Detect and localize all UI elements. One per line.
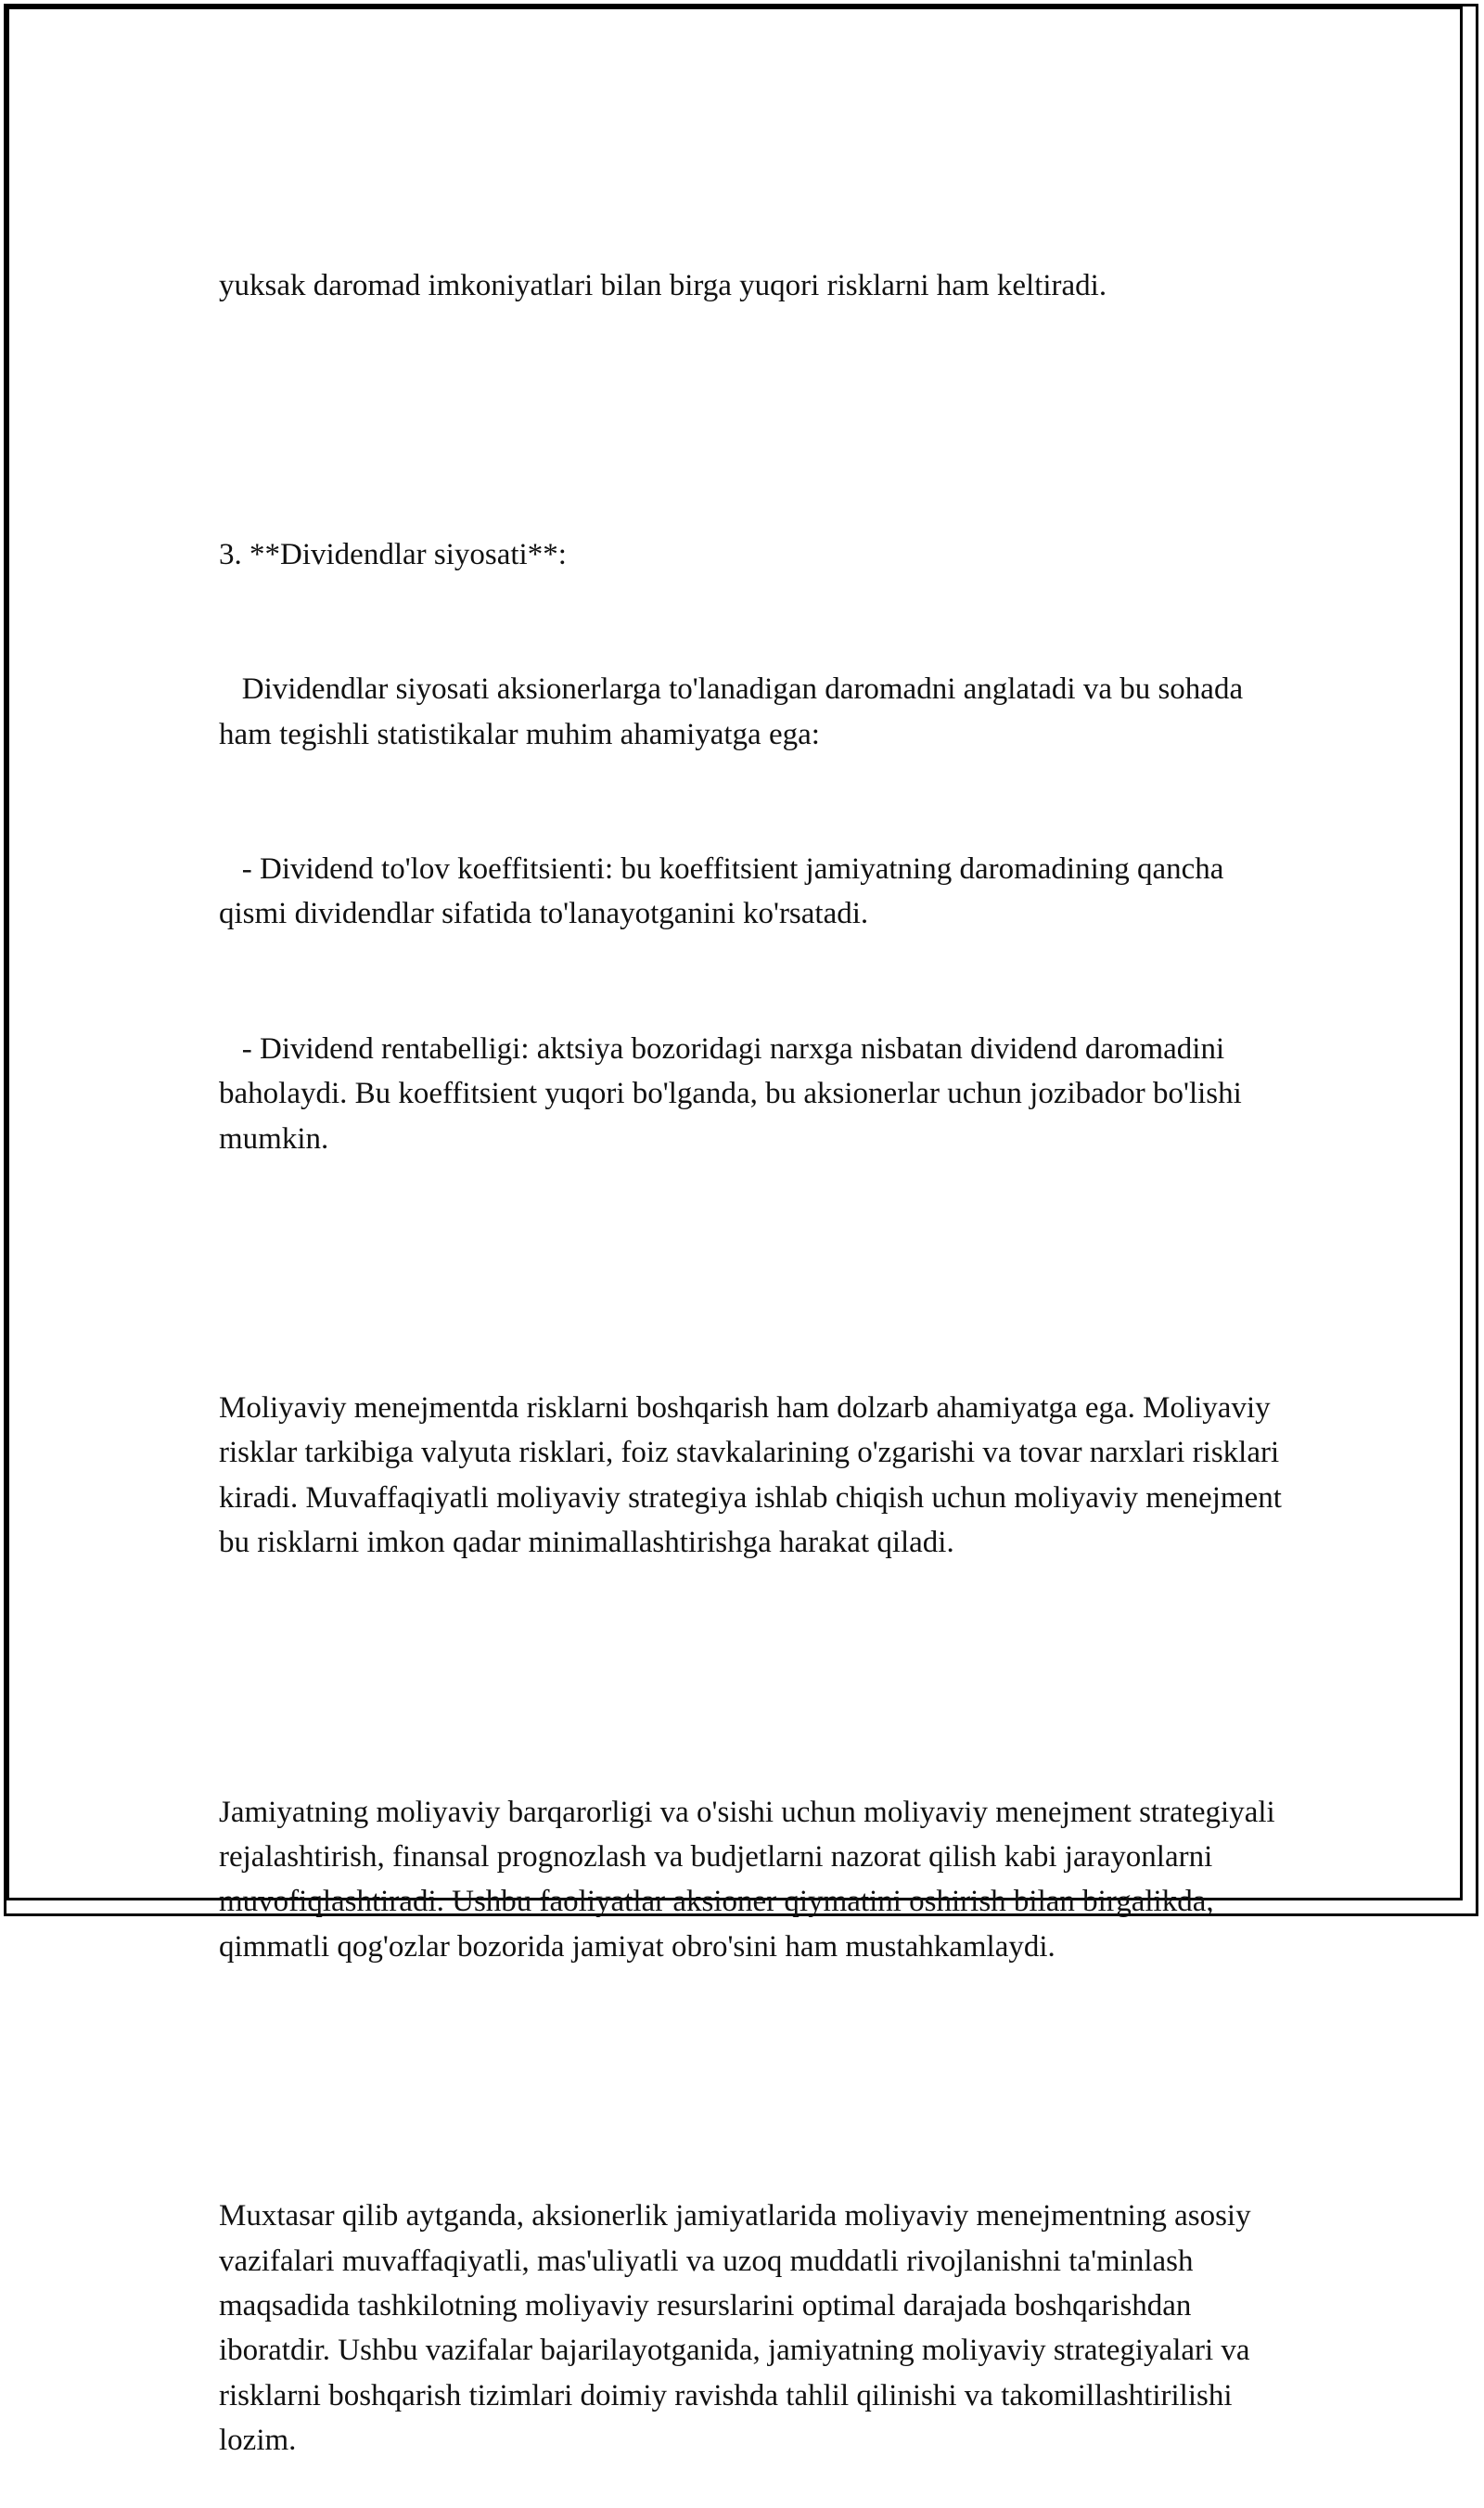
paragraph-continuation: yuksak daromad imkoniyatlari bilan birga yuqori risklarni ham keltiradi. bbox=[219, 268, 1107, 302]
paragraph-dividend-policy-intro: Dividendlar siyosati aksionerlarga to'lanadigan daromadni anglatadi va bu sohada ham tegishli statistikalar muhim ahamiyatga ega: bbox=[219, 672, 1251, 751]
paragraph-gap bbox=[219, 2059, 1286, 2104]
document-body bbox=[219, 173, 1290, 2508]
paragraph-conclusion: Muxtasar qilib aytganda, aksionerlik jamiyatlarida moliyaviy menejmentning asosiy vazifalari muvaffaqiyatli, mas'uliyatli va uzoq muddatli rivojlanishni ta'minlash maqsadida tashkilotning moliyaviy resurslarini optimal darajada boshqarishdan iboratdir. Ushbu vazifalar bajarilayotganida, jamiyatning moliyaviy strategiyalari va risklarni boshqarish tizimlari doimiy ravishda tahlil qilinishi va takomillashtirilishi lozim. bbox=[219, 2199, 1259, 2458]
section-heading-dividend-policy: 3. **Dividendlar siyosati**: bbox=[219, 538, 567, 572]
paragraph-risk-management: Moliyaviy menejmentda risklarni boshqarish ham dolzarb ahamiyatga ega. Moliyaviy risklar tarkibiga valyuta risklari, foiz stavkalarining o'zgarishi va tovar narxlari risklari kiradi. Muvaffaqiyatli moliyaviy strategiya ishlab chiqish uchun moliyaviy menejment bu risklarni imkon qadar minimallashtirishga harakat qiladi. bbox=[219, 1390, 1290, 1560]
paragraph-gap bbox=[219, 1251, 1286, 1296]
paragraph-gap bbox=[219, 398, 1286, 442]
paragraph-financial-stability: Jamiyatning moliyaviy barqarorligi va o'sishi uchun moliyaviy menejment strategiyali rejalashtirish, finansal prognozlash va budjetlarni nazorat qilish kabi jarayonlarni muvofiqlashtiradi. Ushbu faoliyatlar aksioner qiymatini oshirish bilan birgalikda, qimmatli qog'ozlar bozorida jamiyat obro'sini ham mustahkamlaydi. bbox=[219, 1795, 1283, 1964]
paragraph-gap bbox=[219, 1655, 1286, 1699]
list-item-dividend-yield: - Dividend rentabelligi: aktsiya bozoridagi narxga nisbatan dividend daromadini baholaydi. Bu koeffitsient yuqori bo'lganda, bu aksionerlar uchun jozibador bo'lishi mumkin. bbox=[219, 1031, 1250, 1156]
list-item-payout-ratio: - Dividend to'lov koeffitsienti: bu koeffitsient jamiyatning daromadining qancha qismi dividendlar sifatida to'lanayotganini ko'rsatadi. bbox=[219, 852, 1232, 931]
